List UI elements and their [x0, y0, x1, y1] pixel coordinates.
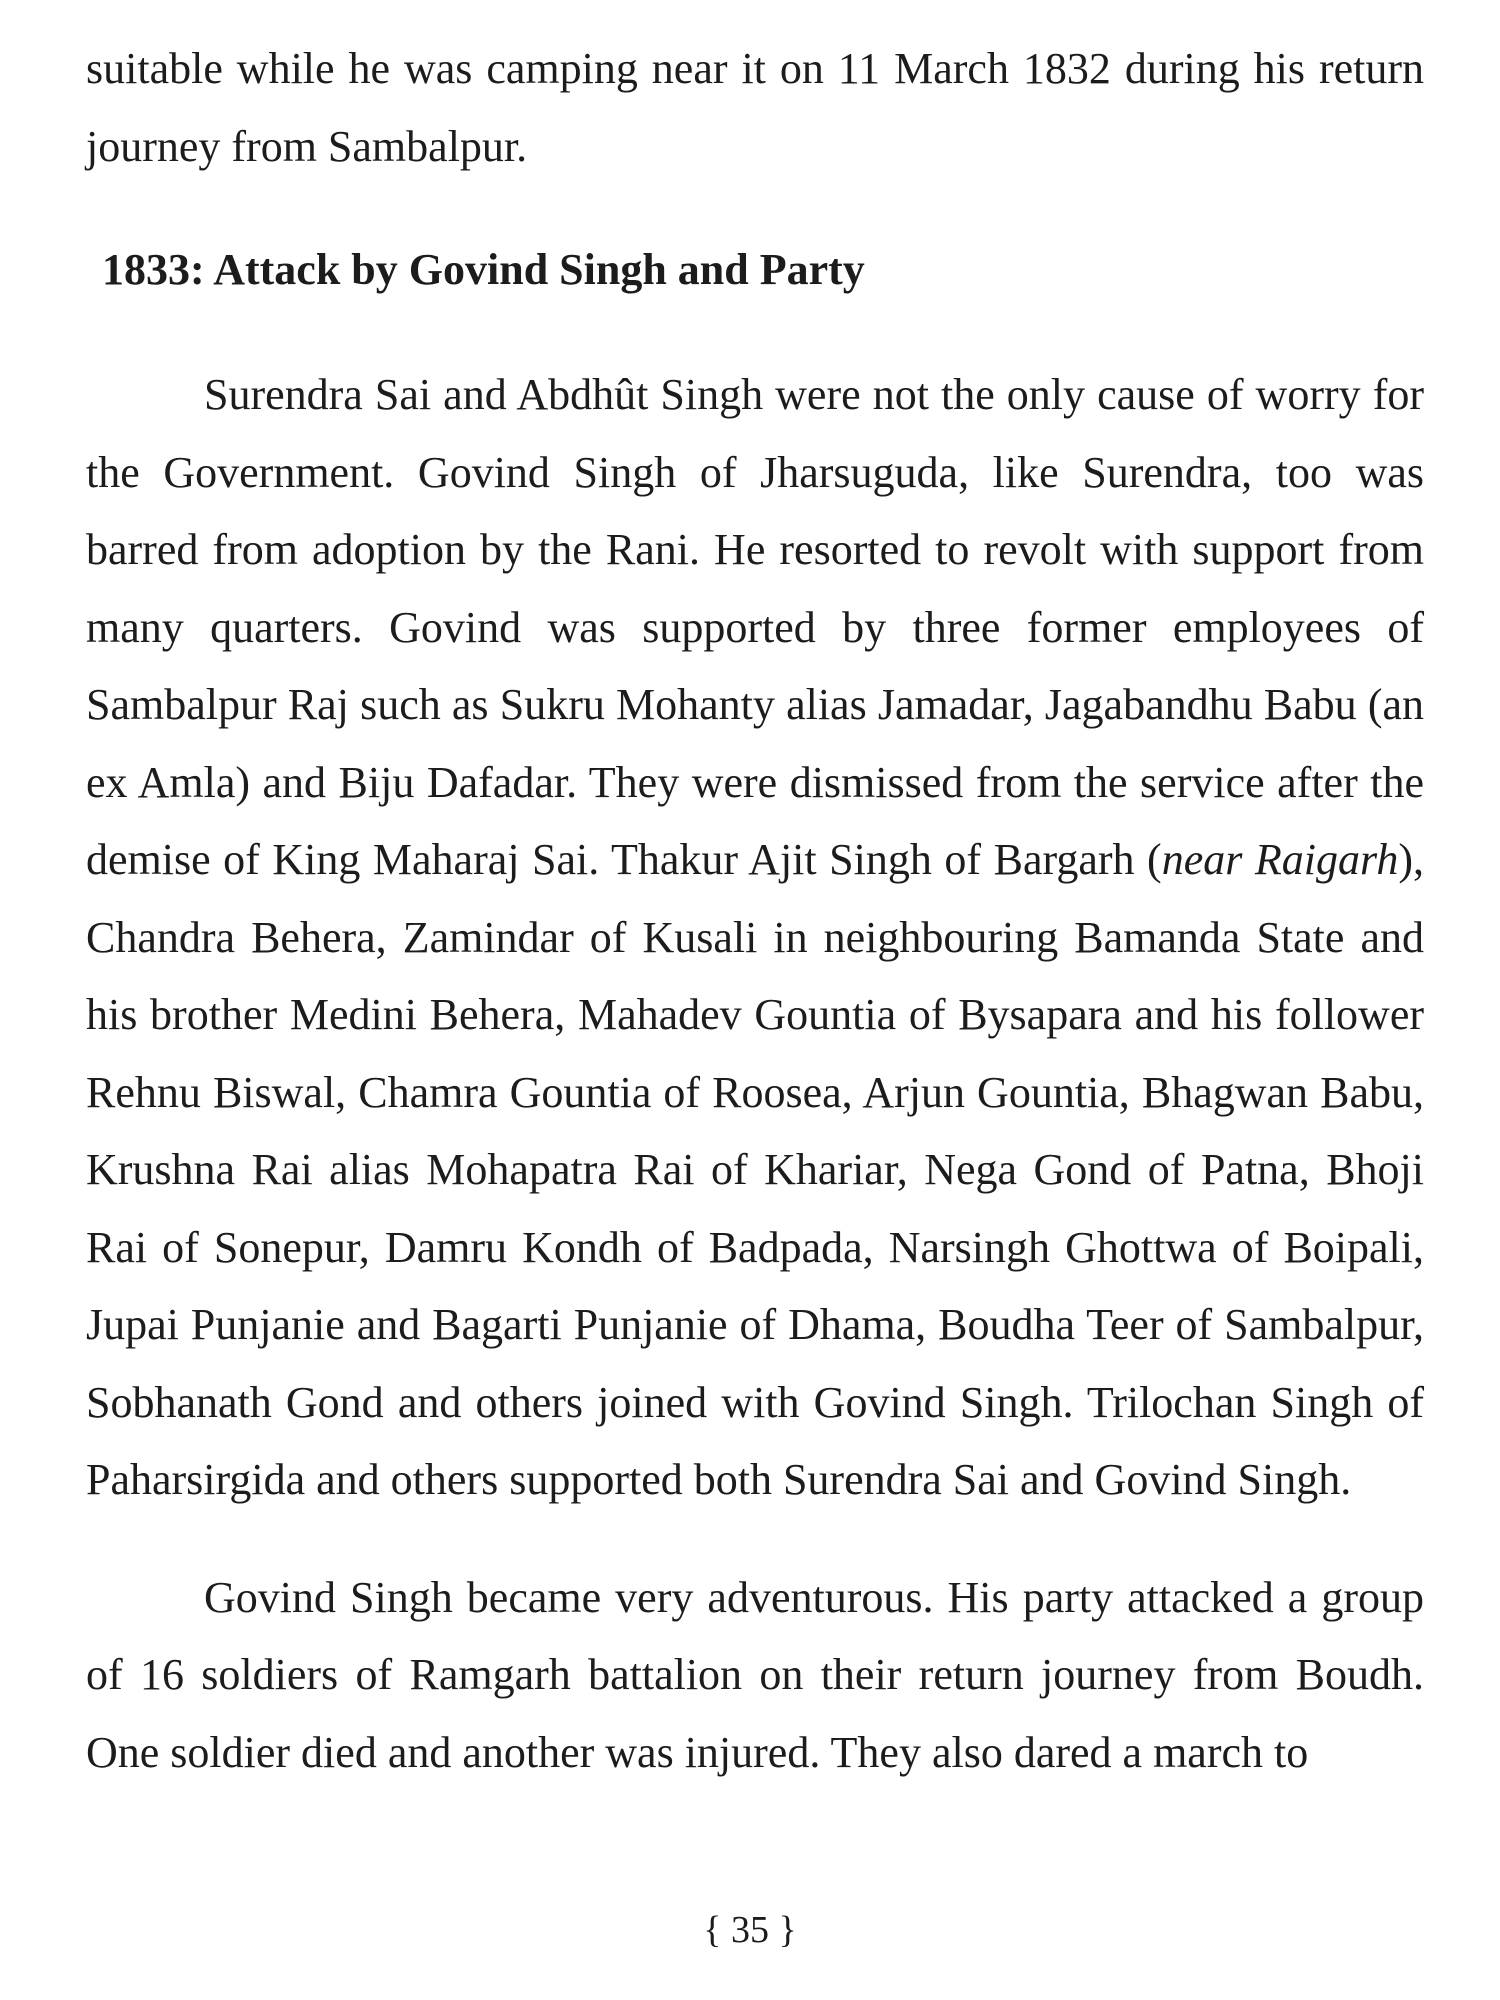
paragraph-1-italic-place: near Raigarh — [1161, 835, 1399, 884]
paragraph-1-text-b: ), Chandra Behera, Zamindar of Kusali in neighbouring Bamanda State and his brother Medini Behera, Mahadev Gountia of Bysapara and his follower Rehnu Biswal, Chamra Gountia of Roosea, Arjun Gountia, Bhagwan Babu, Krushna Rai alias Mohapatra Rai of Khariar, Nega Gond of Patna, Bhoji Rai of Sonepur, Damru Kondh of Badpada, Narsingh Ghottwa of Boipali, Jupai Punjanie and Bagarti Punjanie of Dhama, Boudha Teer of Sambalpur, Sobhanath Gond and others joined with Govind Singh. Trilochan Singh of Paharsirgida and others supported both Surendra Sai and Govind Singh. — [86, 835, 1424, 1504]
carryover-paragraph: suitable while he was camping near it on 11 March 1832 during his return journey from Sambalpur. — [86, 44, 1424, 171]
paragraph-2: Govind Singh became very adventurous. His party attacked a group of 16 soldiers of Ramgarh battalion on their return journey from Boudh. One soldier died and another was injured. They also dared a march to — [86, 1572, 1424, 1777]
section-heading: 1833: Attack by Govind Singh and Party — [102, 245, 865, 294]
paragraph-1 — [86, 356, 1424, 1519]
page-number: { 35 } — [703, 1909, 797, 1951]
page-body — [86, 30, 1424, 1791]
paragraph-1-text-a: Surendra Sai and Abdhût Singh were not the only cause of worry for the Government. Govind Singh of Jharsuguda, like Surendra, too was barred from adoption by the Rani. He resorted to revolt with support from many quarters. Govind was supported by three former employees of Sambalpur Raj such as Sukru Mohanty alias Jamadar, Jagabandhu Babu (an ex Amla) and Biju Dafadar. They were dismissed from the service after the demise of King Maharaj Sai. Thakur Ajit Singh of Bargarh ( — [86, 370, 1424, 884]
